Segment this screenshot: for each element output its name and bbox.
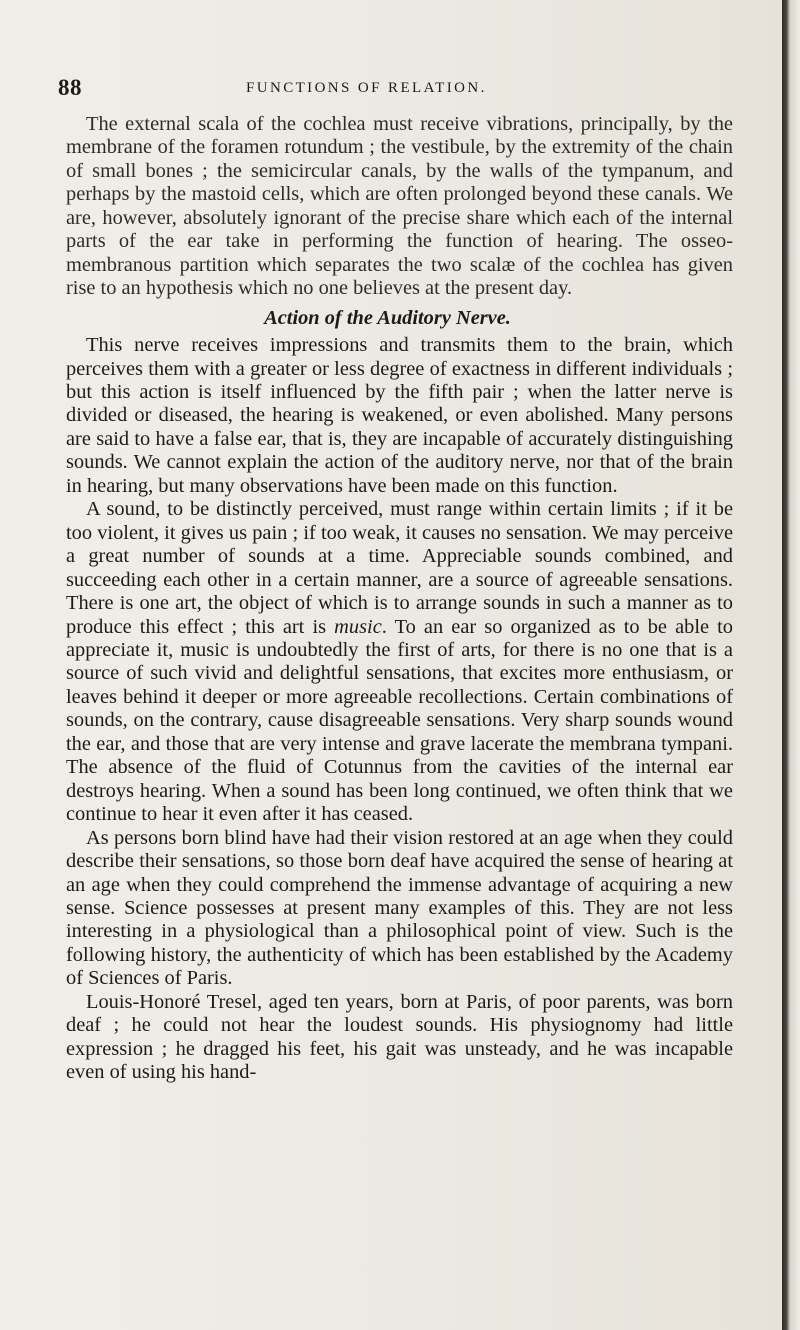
page-header <box>58 75 758 105</box>
paragraph-born-deaf: As persons born blind have had their vision restored at an age when they could describe their sensations, so those born deaf have acquired the sense of hearing at an age when they could comprehend the immense advantage of acquiring a new sense. Science possesses at present many examples of this. They are not less interesting in a physiological than a philosophical point of view. Such is the following history, the authenticity of which has been established by the Academy of Sciences of Paris. <box>66 826 733 990</box>
running-head: FUNCTIONS OF RELATION. <box>246 80 487 96</box>
paragraph-cochlea: The external scala of the cochlea must receive vibrations, principally, by the membrane of the foramen rotundum ; the vestibule, by the extremity of the chain of small bones ; the semicircular canals, by the walls of the tympanum, and perhaps by the mastoid cells, which are often prolonged beyond these canals. We are, however, absolutely ignorant of the precise share which each of the internal parts of the ear take in performing the function of hearing. The osseo-membranous partition which separates the two scalæ of the cochlea has given rise to an hypothesis which no one believes at the present day. <box>66 113 733 300</box>
paragraph-sound-limits: A sound, to be distinctly perceived, must range within certain limits ; if it be too violent, it gives us pain ; if too weak, it causes no sensation. We may perceive a great number of sounds at a time. Appreciable sounds combined, and succeeding each other in a certain manner, are a source of agreeable sensations. There is one art, the object of which is to arrange sounds in such a manner as to produce this effect ; this art is music. To an ear so organized as to be able to appreciate it, music is undoubtedly the first of arts, for there is no one that is a source of such vivid and delightful sensations, that excites more enthusiasm, or leaves behind it deeper or more agreeable recollections. Certain combinations of sounds, on the contrary, cause disagreeable sensations. Very sharp sounds wound the ear, and those that are very intense and grave lacerate the membrana tympani. The absence of the fluid of Cotunnus from the cavities of the internal ear destroys hearing. When a sound has been long continued, we often think that we continue to hear it even after it has ceased. <box>66 498 734 826</box>
paragraph-auditory-nerve: This nerve receives impressions and transmits them to the brain, which perceives them with a greater or less degree of exactness in different individuals ; but this action is itself influenced by the fifth pair ; when the latter nerve is divided or diseased, the hearing is weakened, or even abolished. Many persons are said to have a false ear, that is, they are incapable of accurately distinguishing sounds. We cannot explain the action of the auditory nerve, nor that of the brain in hearing, but many observations have been made on this function. <box>66 334 733 497</box>
paragraph-tresel: Louis-Honoré Tresel, aged ten years, born at Paris, of poor parents, was born deaf ; he could not hear the loudest sounds. His physiognomy had little expression ; he dragged his feet, his gait was unsteady, and he was incapable even of using his hand- <box>66 990 733 1084</box>
body-text <box>66 113 733 1085</box>
section-heading: Action of the Auditory Nerve. <box>264 306 511 329</box>
page-edge-shadow <box>782 0 800 1330</box>
music-emphasis: music <box>334 615 382 638</box>
page-number: 88 <box>58 75 82 100</box>
